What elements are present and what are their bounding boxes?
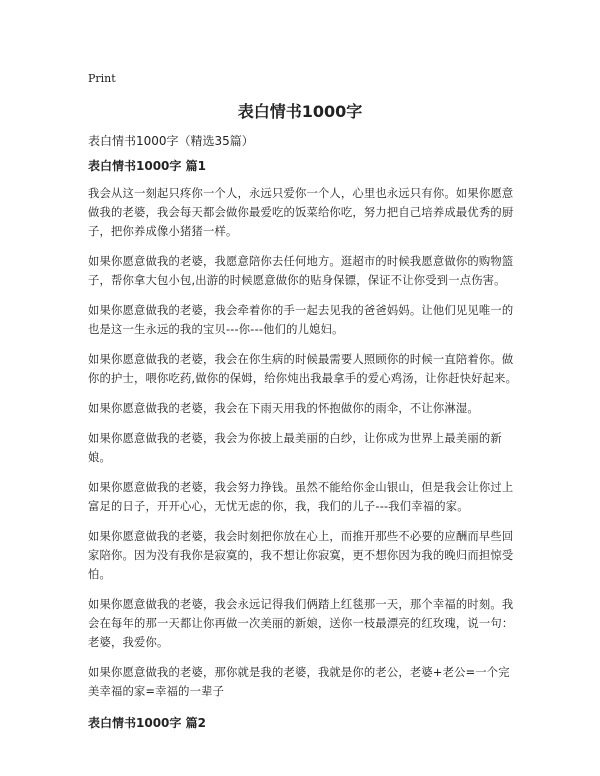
page-title: 表白情书1000字 [237,102,363,121]
document-body [88,158,520,741]
paragraph: 如果你愿意做我的老婆，我会时刻把你放在心上，而推开那些不必要的应酬而早些回家陪你。因为没有我你是寂寞的，我不想让你寂寞，更不想你因为我的晚归而担惊受怕。 [88,530,514,581]
paragraph: 如果你愿意做我的老婆，我会牵着你的手一起去见我的爸爸妈妈。让他们见见唯一的也是这一生永远的我的宝贝---你---他们的儿媳妇。 [88,304,514,336]
paragraph: 如果你愿意做我的老婆，我会为你披上最美丽的白纱，让你成为世界上最美丽的新娘。 [88,432,502,464]
paragraph: 如果你愿意做我的老婆，我会在下雨天用我的怀抱做你的雨伞，不让你淋湿。 [88,402,479,415]
section-heading: 表白情书1000字 篇1 [88,159,206,173]
print-link[interactable]: Print [88,72,116,85]
paragraph: 如果你愿意做我的老婆，那你就是我的老婆，我就是你的老公，老婆+老公=一个完美幸福的家=幸福的一辈子 [88,666,510,698]
paragraph: 如果你愿意做我的老婆，我会努力挣钱。虽然不能给你金山银山，但是我会让你过上富足的日子，开开心心，无忧无虑的你，我，我们的儿子---我们幸福的家。 [88,481,514,513]
paragraph: 我会从这一刻起只疼你一个人，永远只爱你一个人，心里也永远只有你。如果你愿意做我的老婆，我会每天都会做你最爱吃的饭菜给你吃，努力把自己培养成最优秀的厨子，把你养成像小猪猪一样。 [88,187,514,238]
paragraph: 如果你愿意做我的老婆，我愿意陪你去任何地方。逛超市的时候我愿意做你的购物篮子，帮你拿大包小包,出游的时候愿意做你的贴身保镖，保证不让你受到一点伤害。 [88,255,514,287]
paragraph: 如果你愿意做我的老婆，我会永远记得我们俩踏上红毯那一天，那个幸福的时刻。我会在每年的那一天都让你再做一次美丽的新娘，送你一枝最漂亮的红玫瑰，说一句：老婆，我爱你。 [88,598,514,649]
paragraph: 如果你愿意做我的老婆，我会在你生病的时候最需要人照顾你的时候一直陪着你。做你的护士，喂你吃药,做你的保姆，给你炖出我最拿手的爱心鸡汤，让你赶快好起来。 [88,353,518,385]
section-heading: 表白情书1000字 篇2 [88,716,206,730]
document-subtitle: 表白情书1000字（精选35篇） [88,134,254,148]
